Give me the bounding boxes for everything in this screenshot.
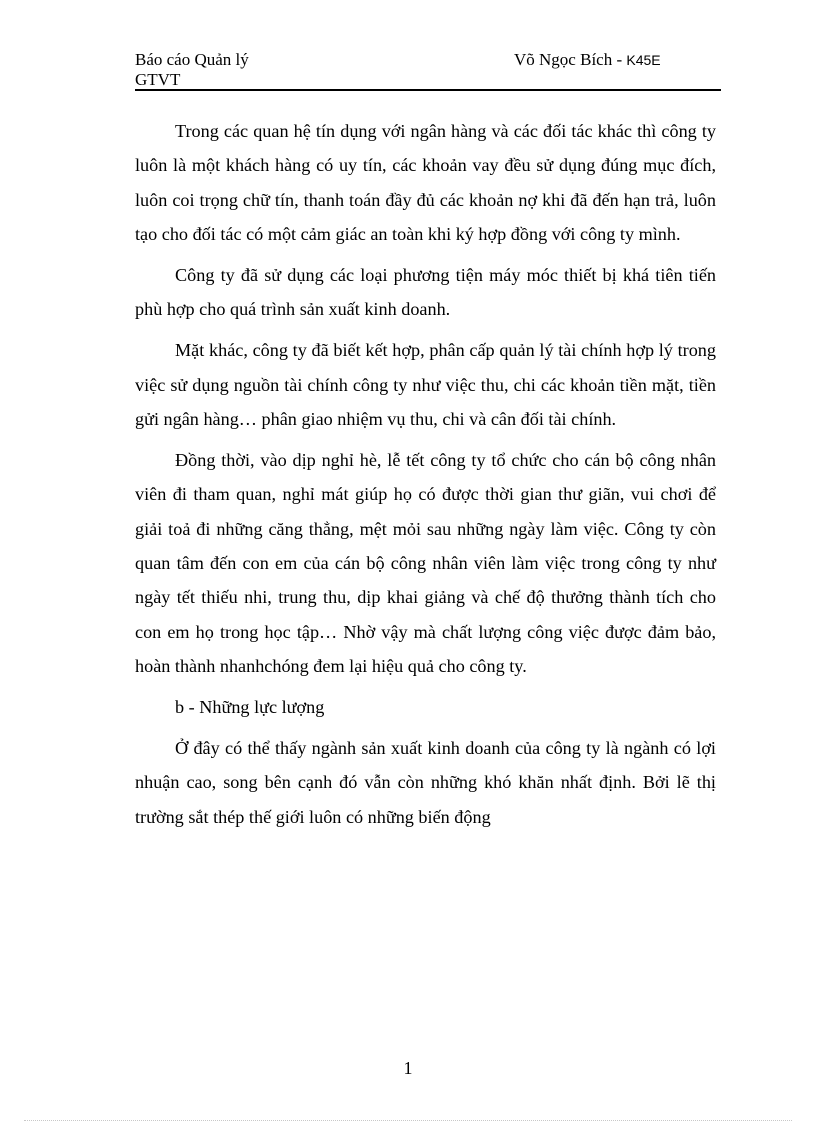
page-bottom-border (24, 1120, 792, 1121)
section-heading: b - Những lực lượng (175, 697, 325, 718)
header-divider (135, 89, 721, 91)
page-header (135, 50, 721, 92)
author-info (514, 50, 661, 70)
document-body (135, 114, 716, 834)
paragraph-credit-relations: Trong các quan hệ tín dụng với ngân hàng và các đối tác khác thì công ty luôn là một khách hàng có uy tín, các khoản vay đều sử dụng đúng mục đích, luôn coi trọng chữ tín, thanh toán đầy đủ các khoản nợ khi đã đến hạn trả, luôn tạo cho đối tác có một cảm giác an toàn khi ký hợp đồng với công ty mình. (135, 121, 716, 245)
report-title (135, 50, 249, 90)
page-number: 1 (403, 1058, 413, 1078)
author-name: Võ Ngọc Bích - (514, 50, 627, 69)
paragraph-finance-management: Mặt khác, công ty đã biết kết hợp, phân cấp quản lý tài chính hợp lý trong việc sử dụng nguồn tài chính công ty như việc thu, chi các khoản tiền mặt, tiền gửi ngân hàng… phân giao nhiệm vụ thu, chi và cân đối tài chính. (135, 340, 716, 430)
paragraph-equipment: Công ty đã sử dụng các loại phương tiện máy móc thiết bị khá tiên tiến phù hợp cho quá trình sản xuất kinh doanh. (135, 265, 716, 320)
class-code: K45E (626, 52, 661, 68)
report-title-line1: Báo cáo Quản lý (135, 50, 249, 69)
report-title-line2: GTVT (135, 70, 181, 89)
paragraph-industry-profit: Ở đây có thể thấy ngành sản xuất kinh doanh của công ty là ngành có lợi nhuận cao, song bên cạnh đó vẫn còn những khó khăn nhất định. Bởi lẽ thị trường sắt thép thế giới luôn có những biến động (135, 737, 716, 827)
paragraph-employee-welfare: Đồng thời, vào dịp nghỉ hè, lễ tết công ty tổ chức cho cán bộ công nhân viên đi tham quan, nghỉ mát giúp họ có được thời gian thư giãn, vui chơi để giải toả đi những căng thẳng, mệt mỏi sau những ngày làm việc. Công ty còn quan tâm đến con em của cán bộ công nhân viên làm việc trong công ty như ngày tết thiếu nhi, trung thu, dịp khai giảng và chế độ thưởng thành tích cho con em họ trong học tập… Nhờ vậy mà chất lượng công việc được đảm bảo, hoàn thành nhanhchóng đem lại hiệu quả cho công ty. (135, 449, 716, 677)
